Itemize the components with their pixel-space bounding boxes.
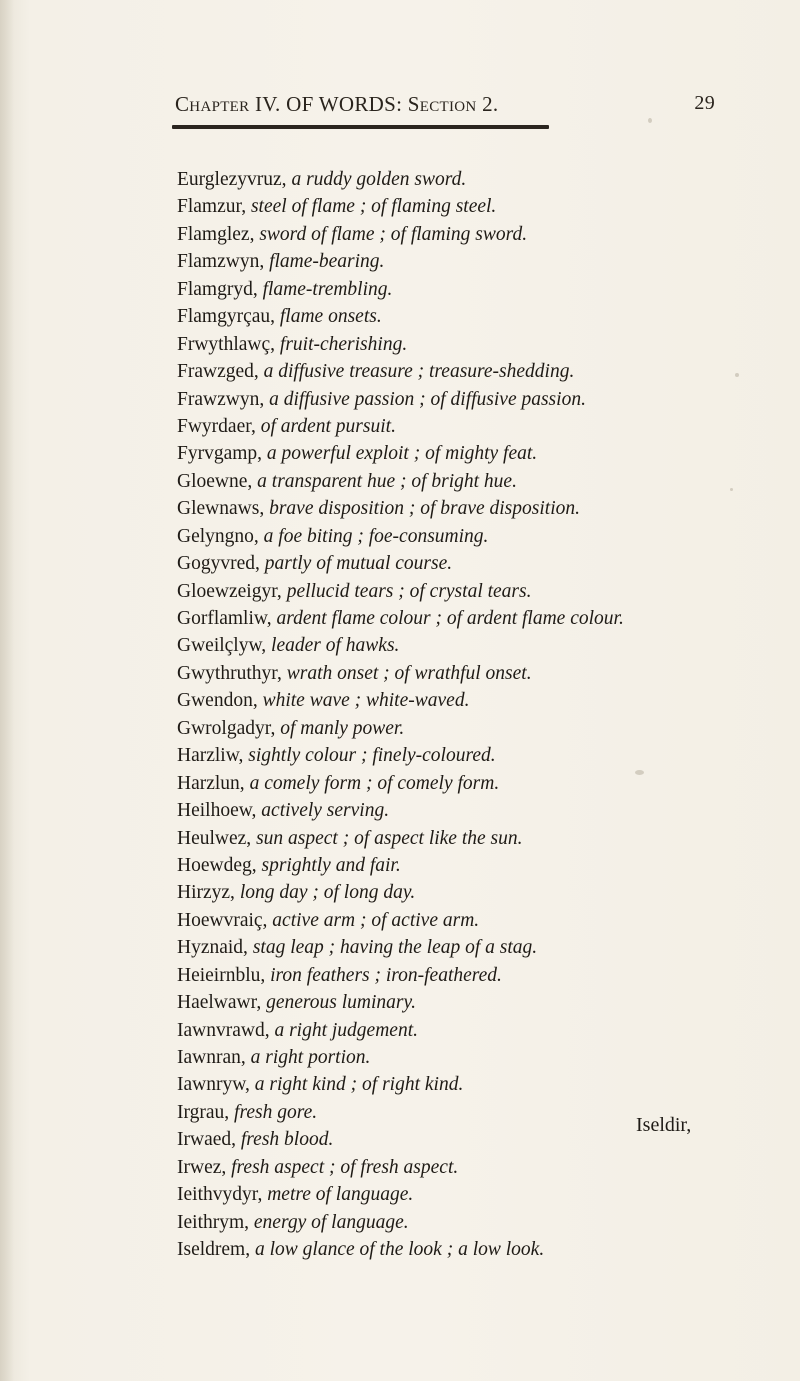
gloss: pellucid tears ; of crystal tears. — [281, 580, 532, 602]
word-entry — [177, 770, 737, 797]
gloss: a foe biting ; foe-consuming. — [258, 525, 489, 547]
gloss: brave disposition ; of brave disposition. — [264, 498, 580, 520]
word-entry — [177, 1071, 737, 1098]
headword: Fwyrdaer, — [177, 415, 256, 437]
gutter-shadow — [0, 0, 14, 1381]
running-head — [175, 92, 715, 118]
headword: Gwythruthyr, — [177, 662, 282, 684]
word-entry — [177, 715, 737, 742]
headword: Flamgyrçau, — [177, 306, 276, 328]
paper-speck — [635, 770, 644, 775]
word-entry — [177, 358, 737, 385]
gloss: fresh gore. — [229, 1101, 318, 1123]
word-entry — [177, 660, 737, 687]
headword: Heulwez, — [177, 827, 252, 849]
gloss: white wave ; white-waved. — [257, 690, 470, 712]
word-entry — [177, 523, 737, 550]
gloss: fresh aspect ; of fresh aspect. — [226, 1156, 459, 1178]
word-entry — [177, 221, 737, 248]
word-entry — [177, 468, 737, 495]
headword: Iseldrem, — [177, 1239, 251, 1261]
gloss: steel of flame ; of flaming steel. — [246, 196, 497, 218]
gloss: sightly colour ; finely-coloured. — [243, 745, 496, 767]
headword: Irgrau, — [177, 1101, 230, 1123]
headword: Frawzged, — [177, 361, 259, 383]
word-entry — [177, 989, 737, 1016]
headword: Gweilçlyw, — [177, 635, 267, 657]
gloss: energy of language. — [249, 1211, 409, 1233]
word-entry — [177, 879, 737, 906]
gloss: partly of mutual course. — [259, 553, 453, 575]
gloss: long day ; of long day. — [234, 882, 416, 904]
chapter-heading: Chapter IV. OF WORDS: Section 2. — [175, 92, 499, 116]
headword: Gelyngno, — [177, 525, 259, 547]
headword: Glewnaws, — [177, 498, 265, 520]
word-entry — [177, 825, 737, 852]
gloss: a right portion. — [245, 1047, 371, 1068]
gloss: sun aspect ; of aspect like the sun. — [251, 827, 523, 849]
word-entry — [177, 413, 737, 440]
headword: Heilhoew, — [177, 800, 257, 822]
headword: Haelwawr, — [177, 992, 262, 1014]
headword: Gloewne, — [177, 470, 253, 492]
headword: Frwythlawç, — [177, 333, 276, 355]
word-entry — [177, 550, 737, 577]
word-entry — [177, 303, 737, 330]
gloss: a right judgement. — [269, 1019, 418, 1041]
word-entry — [177, 193, 737, 220]
gloss: a diffusive treasure ; treasure-shedding. — [258, 361, 575, 383]
word-entry — [177, 248, 737, 275]
gloss: a ruddy golden sword. — [286, 169, 467, 190]
word-entry — [177, 605, 737, 632]
gloss: a transparent hue ; of bright hue. — [252, 470, 517, 492]
word-entry — [177, 331, 737, 358]
headword: Harzliw, — [177, 745, 244, 767]
headword: Eurglezyvruz, — [177, 169, 287, 190]
word-entry — [177, 1154, 737, 1181]
header-rule — [172, 125, 549, 129]
headword: Gwendon, — [177, 690, 258, 712]
word-entry — [177, 1017, 737, 1044]
gloss: a right kind ; of right kind. — [249, 1074, 464, 1096]
gloss: a comely form ; of comely form. — [244, 772, 500, 794]
headword: Hirzyz, — [177, 882, 235, 904]
gloss: sprightly and fair. — [256, 854, 401, 876]
word-entry — [177, 742, 737, 769]
gloss: active arm ; of active arm. — [267, 909, 480, 931]
headword: Irwaed, — [177, 1129, 237, 1151]
gloss: wrath onset ; of wrathful onset. — [281, 662, 532, 684]
headword: Heieirnblu, — [177, 964, 266, 986]
word-entry — [177, 166, 737, 193]
headword: Gloewzeigyr, — [177, 580, 282, 602]
word-entry — [177, 578, 737, 605]
catchword: Iseldir, — [636, 1114, 692, 1136]
page-number: 29 — [694, 92, 715, 114]
word-entry — [177, 276, 737, 303]
gloss: metre of language. — [262, 1184, 414, 1206]
gloss: flame-bearing. — [264, 251, 385, 273]
gloss: a low glance of the look ; a low look. — [250, 1239, 545, 1261]
paper-speck — [730, 488, 733, 491]
paper-speck — [648, 118, 652, 123]
word-entry — [177, 797, 737, 824]
headword: Hoewdeg, — [177, 854, 257, 876]
word-entry — [177, 1236, 737, 1263]
gloss: of manly power. — [275, 717, 405, 739]
paper-speck — [735, 373, 739, 377]
headword: Fyrvgamp, — [177, 443, 263, 465]
gloss: stag leap ; having the leap of a stag. — [247, 937, 538, 959]
headword: Harzlun, — [177, 772, 245, 794]
headword: Flamgryd, — [177, 278, 258, 300]
headword: Hoewvraiç, — [177, 909, 268, 931]
gloss: a powerful exploit ; of mighty feat. — [262, 443, 538, 465]
headword: Ieithrym, — [177, 1211, 250, 1233]
headword: Gogyvred, — [177, 553, 260, 575]
word-entry — [177, 386, 737, 413]
gloss: flame-trembling. — [257, 278, 393, 300]
word-entry — [177, 934, 737, 961]
headword: Flamzur, — [177, 196, 247, 218]
word-entry — [177, 1181, 737, 1208]
headword: Irwez, — [177, 1156, 227, 1178]
word-entry — [177, 495, 737, 522]
word-entry — [177, 907, 737, 934]
gloss: sword of flame ; of flaming sword. — [254, 223, 528, 245]
gloss: flame onsets. — [275, 306, 382, 328]
gloss: leader of hawks. — [266, 635, 400, 657]
word-entry — [177, 1209, 737, 1236]
headword: Iawnran, — [177, 1047, 246, 1068]
word-entry — [177, 440, 737, 467]
word-entry — [177, 962, 737, 989]
gloss: actively serving. — [256, 800, 390, 822]
gloss: a diffusive passion ; of diffusive passion. — [264, 388, 586, 410]
word-entry — [177, 632, 737, 659]
gloss: iron feathers ; iron-feathered. — [265, 964, 502, 986]
gloss: ardent flame colour ; of ardent flame colour. — [271, 608, 624, 629]
word-list — [177, 166, 737, 1264]
word-entry — [177, 687, 737, 714]
headword: Iawnryw, — [177, 1074, 250, 1096]
headword: Hyznaid, — [177, 937, 248, 959]
headword: Gwrolgadyr, — [177, 717, 276, 739]
gloss: fresh blood. — [236, 1129, 334, 1151]
headword: Ieithvydyr, — [177, 1184, 263, 1206]
word-entry — [177, 1044, 737, 1071]
gloss: generous luminary. — [261, 992, 416, 1014]
word-entry — [177, 852, 737, 879]
headword: Gorflamliw, — [177, 608, 272, 629]
gloss: fruit-cherishing. — [275, 333, 408, 355]
headword: Flamglez, — [177, 223, 255, 245]
headword: Iawnvrawd, — [177, 1019, 270, 1041]
headword: Frawzwyn, — [177, 388, 265, 410]
gloss: of ardent pursuit. — [255, 415, 396, 437]
headword: Flamzwyn, — [177, 251, 265, 273]
